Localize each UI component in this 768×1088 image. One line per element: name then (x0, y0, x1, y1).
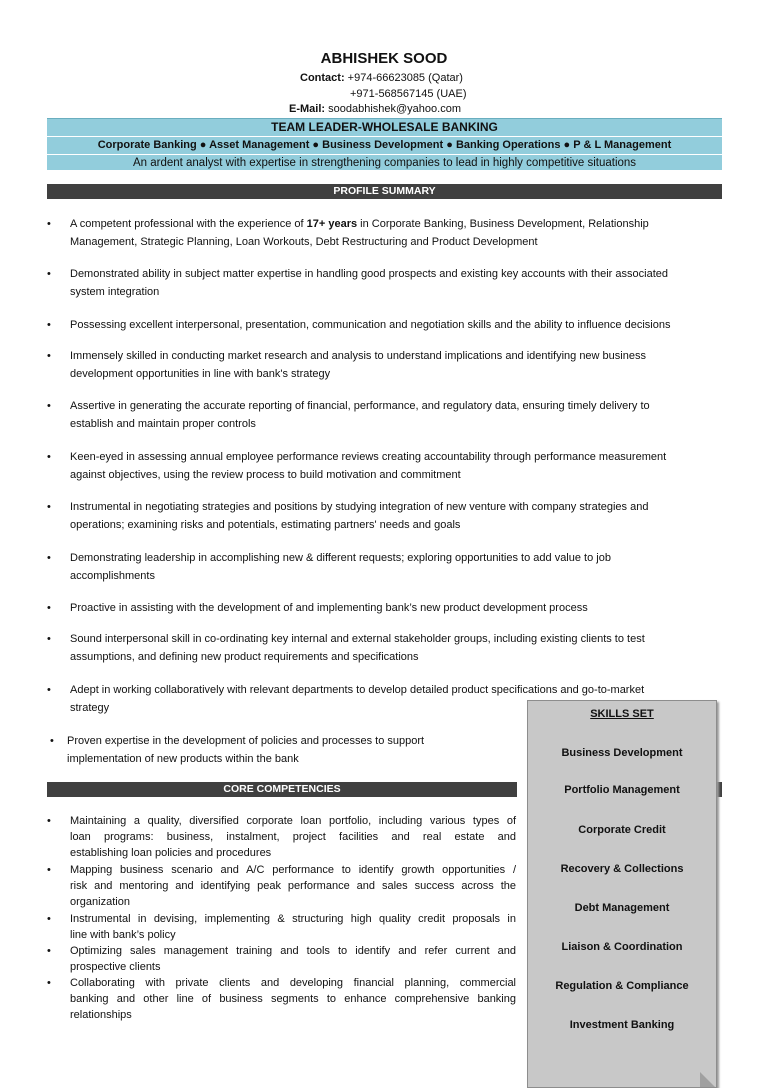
bullet-icon: • (47, 451, 51, 463)
bullet-icon: • (47, 602, 51, 614)
skill-item: Investment Banking (569, 1019, 675, 1031)
skills-set-heading: SKILLS SET (590, 708, 654, 720)
item-line: prospective clients (70, 961, 161, 973)
expertise-area: P & L Management (573, 139, 672, 151)
item-line: relationships (70, 1009, 132, 1021)
bullet-icon: • (47, 815, 51, 827)
core-competency-item (47, 943, 516, 975)
core-competency-item (47, 862, 516, 910)
core-competency-item (47, 813, 516, 861)
bullet-icon: • (47, 350, 51, 362)
contact-label: Contact: (300, 72, 345, 84)
highlight-text: 17+ years (306, 218, 358, 230)
core-competency-item (47, 911, 516, 943)
item-line: loan programs: business, instalment, project facilities and real estate and (70, 831, 516, 843)
skill-item: Recovery & Collections (560, 863, 684, 875)
phone-qatar: +974-66623085 (Qatar) (347, 72, 463, 84)
page-curl-corner (700, 1072, 715, 1087)
item-line: Mapping business scenario and A/C performance to identify growth opportunities / (70, 864, 516, 876)
profile-summary-item (47, 215, 750, 251)
skill-item: Regulation & Compliance (555, 980, 689, 992)
bullet-icon: • (50, 735, 54, 747)
profile-summary-item (47, 316, 750, 334)
item-line: Adept in working collaboratively with relevant departments to develop detailed product specifications and go-to-market (70, 684, 645, 696)
item-line: implementation of new products within the bank (67, 753, 299, 765)
item-line: Instrumental in devising, implementing & structuring high quality credit proposals in (70, 913, 516, 925)
item-line: line with bank’s policy (70, 929, 176, 941)
skill-item: Business Development (561, 747, 683, 759)
profile-summary-item (47, 347, 750, 383)
item-line: Keen-eyed in assessing annual employee performance reviews creating accountability through performance measurement (70, 451, 667, 463)
profile-summary-item (47, 265, 750, 301)
bullet-icon: • (47, 864, 51, 876)
bullet-icon: • (47, 977, 51, 989)
item-line: Demonstrated ability in subject matter expertise in handling good prospects and existing key accounts with their associated (70, 268, 668, 280)
bullet-icon: • (47, 633, 51, 645)
skill-item: Corporate Credit (578, 824, 666, 836)
bullet-icon: • (47, 319, 51, 331)
bullet-icon: • (47, 552, 51, 564)
profile-summary-item (47, 599, 750, 617)
item-line: development opportunities in line with bank's strategy (70, 368, 331, 380)
item-line: Management, Strategic Planning, Loan Workouts, Debt Restructuring and Product Development (70, 236, 538, 248)
expertise-area: Business Development (322, 139, 444, 151)
item-line: Assertive in generating the accurate reporting of financial, performance, and regulatory data, ensuring timely delivery to (70, 400, 650, 412)
title-band (47, 118, 722, 170)
item-line: A competent professional with the experience of 17+ years in Corporate Banking, Business Development, Relationship (70, 218, 649, 230)
item-line: against objectives, using the review process to build motivation and commitment (70, 469, 461, 481)
profile-summary-heading: PROFILE SUMMARY (47, 184, 722, 199)
skills-set-panel (527, 700, 717, 1088)
skill-item: Portfolio Management (564, 784, 680, 796)
item-line: Immensely skilled in conducting market research and analysis to understand implications and identifying new business (70, 350, 646, 362)
area-separator: ● (309, 139, 323, 151)
profile-summary-item (47, 397, 750, 433)
tagline: An ardent analyst with expertise in strengthening companies to lead in highly competitive situations (132, 157, 637, 169)
skill-item: Liaison & Coordination (561, 941, 683, 953)
candidate-name: ABHISHEK SOOD (320, 50, 448, 67)
expertise-area: Banking Operations (455, 139, 561, 151)
bullet-icon: • (47, 913, 51, 925)
item-line: risk and mentoring and identifying peak performance and sales success across the (70, 880, 516, 892)
profile-summary-item (47, 498, 750, 534)
item-line: Instrumental in negotiating strategies and positions by studying integration of new venture with company strategies and (70, 501, 649, 513)
profile-summary-item (47, 630, 750, 666)
area-separator: ● (560, 139, 574, 151)
item-line: operations; examining risks and potentials, estimating partners' needs and goals (70, 519, 461, 531)
email-address[interactable]: soodabhishek@yahoo.com (328, 103, 461, 115)
item-line: Optimizing sales management training and tools to identify and refer current and (70, 945, 516, 957)
core-competencies-heading: CORE COMPETENCIES (47, 782, 517, 797)
email-line (289, 101, 461, 117)
expertise-area: Asset Management (209, 139, 310, 151)
item-line: Maintaining a quality, diversified corporate loan portfolio, including various types of (70, 815, 516, 827)
expertise-areas (47, 137, 722, 154)
item-line: Collaborating with private clients and developing financial planning, commercial (70, 977, 516, 989)
bullet-icon: • (47, 268, 51, 280)
expertise-area: Corporate Banking (97, 139, 197, 151)
item-line: assumptions, and defining new product requirements and specifications (70, 651, 419, 663)
item-line: system integration (70, 286, 160, 298)
item-line: organization (70, 896, 130, 908)
item-line: establish and maintain proper controls (70, 418, 256, 430)
item-line: accomplishments (70, 570, 155, 582)
profile-summary-item (47, 549, 750, 585)
core-competency-item (47, 975, 516, 1023)
item-line: Demonstrating leadership in accomplishing new & different requests; exploring opportunities to add value to job (70, 552, 611, 564)
bullet-icon: • (47, 945, 51, 957)
item-line: Proactive in assisting with the development of and implementing bank’s new product development process (70, 602, 588, 614)
phone-uae: +971-568567145 (UAE) (350, 88, 467, 100)
skill-item: Debt Management (574, 902, 670, 914)
item-line: strategy (70, 702, 110, 714)
item-line: Proven expertise in the development of policies and processes to support (67, 735, 425, 747)
job-title: TEAM LEADER-WHOLESALE BANKING (271, 120, 498, 134)
bullet-icon: • (47, 501, 51, 513)
email-label: E-Mail: (289, 103, 326, 115)
area-separator: ● (443, 139, 456, 151)
item-line: Sound interpersonal skill in co-ordinating key internal and external stakeholder groups, including existing clients to test (70, 633, 645, 645)
item-line: banking and other line of business segments to enhance comprehensive banking (70, 993, 516, 1005)
contact-line (300, 70, 463, 86)
bullet-icon: • (47, 400, 51, 412)
item-line: establishing loan policies and procedures (70, 847, 272, 859)
bullet-icon: • (47, 684, 51, 696)
area-separator: ● (196, 139, 210, 151)
bullet-icon: • (47, 218, 51, 230)
item-line: Possessing excellent interpersonal, presentation, communication and negotiation skills and the ability to influence decisions (70, 319, 671, 331)
profile-summary-item (47, 448, 750, 484)
